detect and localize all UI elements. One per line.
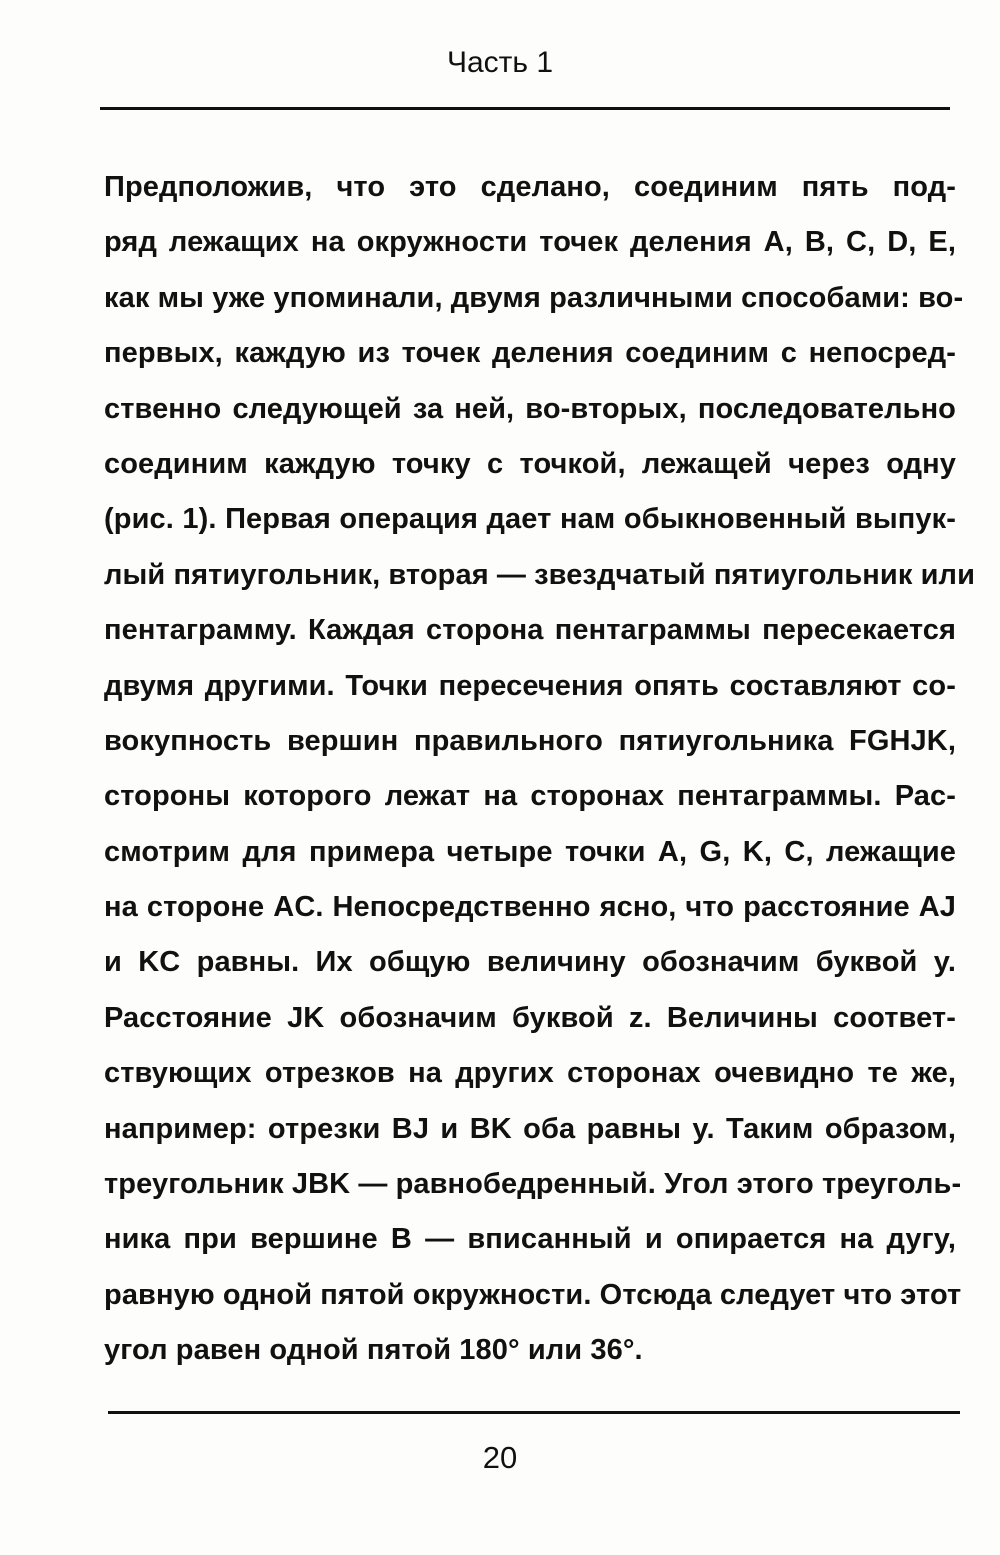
text-line: лый пятиугольник, вторая — звездчатый пятиугольник или	[104, 558, 975, 591]
text-line: Расстояние JK обозначим буквой z. Величины соответ-	[104, 1001, 956, 1034]
text-line: на стороне AC. Непосредственно ясно, что расстояние AJ	[104, 891, 956, 924]
text-line: вокупность вершин правильного пятиугольника FGHJK,	[104, 724, 956, 757]
text-line: (рис. 1). Первая операция дает нам обыкновенный выпук-	[104, 503, 956, 536]
text-line: ственно следующей за ней, во-вторых, последовательно	[104, 392, 956, 425]
text-line: ника при вершине B — вписанный и опирается на дугу,	[104, 1223, 956, 1256]
text-line: равную одной пятой окружности. Отсюда следует что этот	[104, 1278, 962, 1311]
text-line: ряд лежащих на окружности точек деления A, B, C, D, E,	[104, 226, 956, 259]
text-line: и KC равны. Их общую величину обозначим буквой y.	[104, 946, 956, 979]
text-line: угол равен одной пятой 180° или 36°.	[104, 1334, 643, 1367]
footer-divider	[108, 1411, 960, 1414]
text-line: стороны которого лежат на сторонах пентаграммы. Рас-	[104, 780, 956, 813]
header-divider	[100, 107, 950, 110]
text-line: двумя другими. Точки пересечения опять составляют со-	[104, 669, 956, 702]
page-number: 20	[482, 1440, 518, 1475]
text-line: например: отрезки BJ и BK оба равны y. Таким образом,	[104, 1112, 956, 1145]
text-line: треугольник JBK — равнобедренный. Угол этого треуголь-	[104, 1168, 962, 1201]
text-line: первых, каждую из точек деления соединим с непосред-	[104, 337, 956, 370]
chapter-header: Часть 1	[446, 46, 554, 79]
text-line: как мы уже упоминали, двумя различными способами: во-	[104, 281, 964, 314]
body-text	[104, 160, 975, 1379]
text-line: смотрим для примера четыре точки A, G, K, C, лежащие	[104, 835, 956, 868]
text-line: ствующих отрезков на других сторонах очевидно те же,	[104, 1057, 956, 1090]
text-line: соединим каждую точку с точкой, лежащей через одну	[104, 447, 956, 480]
text-line: Предположив, что это сделано, соединим пять под-	[104, 171, 956, 203]
text-line: пентаграмму. Каждая сторона пентаграммы пересекается	[104, 614, 956, 647]
